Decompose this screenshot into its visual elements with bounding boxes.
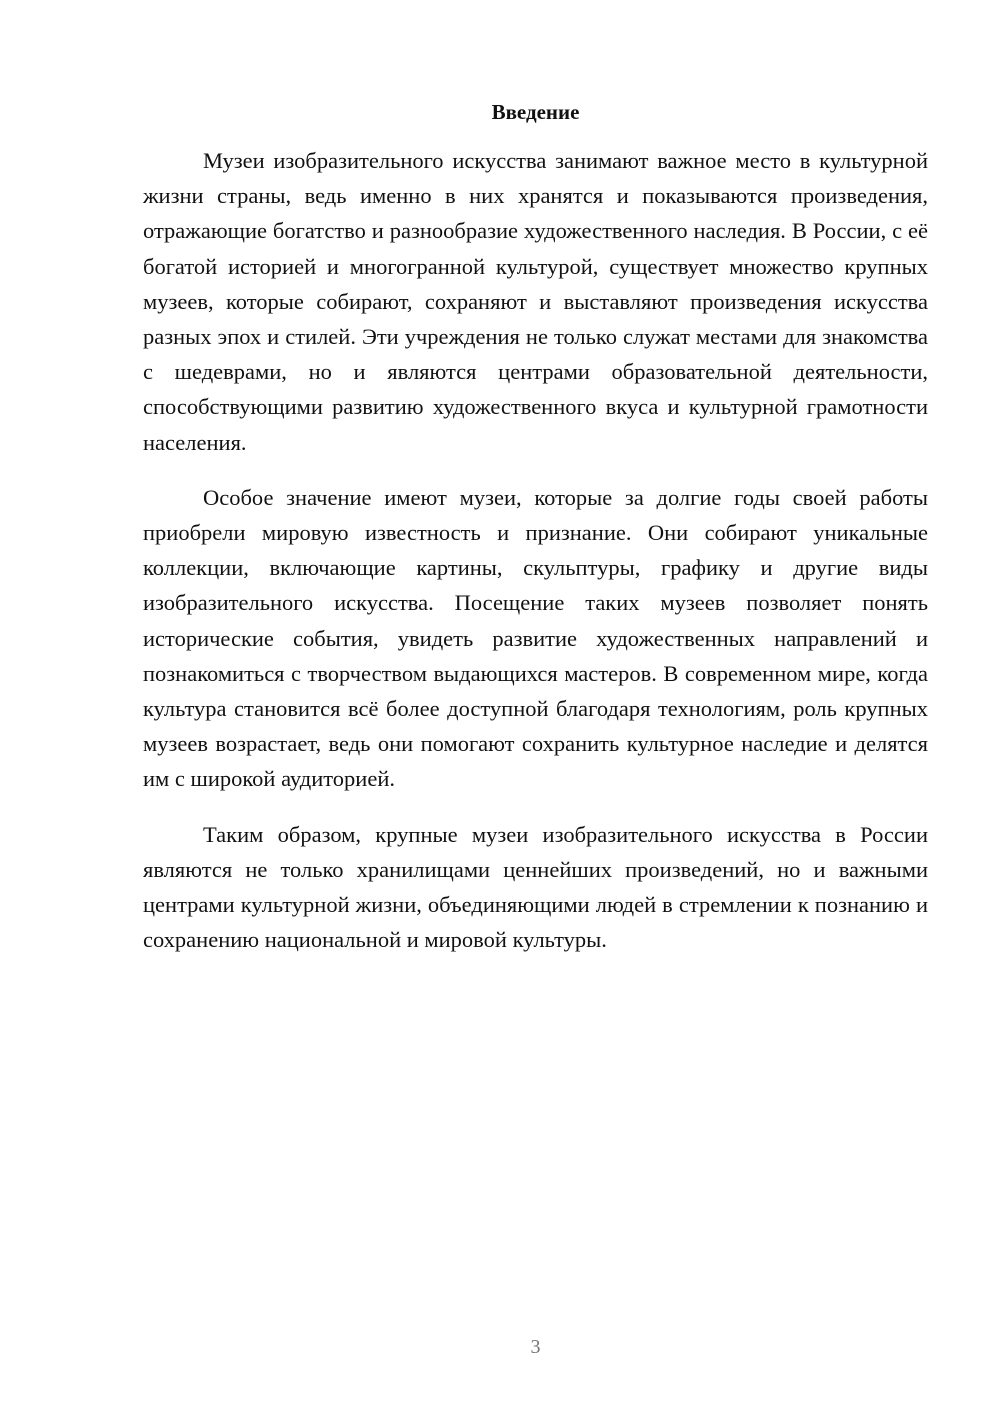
paragraph-significance: Особое значение имеют музеи, которые за долгие годы своей работы приобрели мировую известность и признание. Они собирают уникальные коллекции, включающие картины, скульптуры, графику и другие виды изобразительного искусства. Посещение таких музеев позволяет понять исторические события, увидеть развитие художественных направлений и познакомиться с творчеством выдающихся мастеров. В современном мире, когда культура становится всё более доступной благодаря технологиям, роль крупных музеев возрастает, ведь они помогают сохранить культурное наследие и делятся им с широкой аудиторией. xyxy=(143,484,928,792)
page-title: Введение xyxy=(491,100,580,124)
page-number: 3 xyxy=(530,1336,541,1358)
paragraph-conclusion: Таким образом, крупные музеи изобразительного искусства в России являются не только хранилищами ценнейших произведений, но и важными центрами культурной жизни, объединяющими людей в стремлении к познанию и сохранению национальной и мировой культуры. xyxy=(143,821,928,953)
paragraph-intro: Музеи изобразительного искусства занимают важное место в культурной жизни страны, ведь именно в них хранятся и показываются произведения, отражающие богатство и разнообразие художественного наследия. В России, с её богатой историей и многогранной культурой, существует множество крупных музеев, которые собирают, сохраняют и выставляют произведения искусства разных эпох и стилей. Эти учреждения не только служат местами для знакомства с шедеврами, но и являются центрами образовательной деятельности, способствующими развитию художественного вкуса и культурной грамотности населения. xyxy=(143,148,928,455)
document-body xyxy=(143,143,928,977)
